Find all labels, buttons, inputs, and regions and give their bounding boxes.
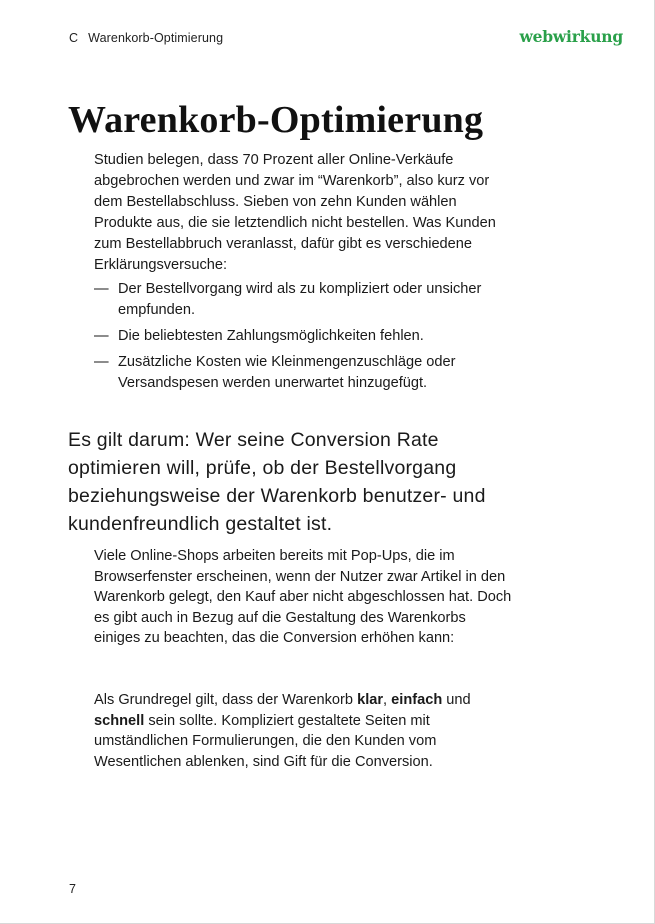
emphasis-klar: klar bbox=[357, 692, 384, 708]
section-letter: C bbox=[69, 31, 79, 45]
text-run: Als Grundregel gilt, dass der Warenkorb bbox=[94, 692, 358, 708]
dash-marker: — bbox=[94, 328, 109, 344]
page-number: 7 bbox=[69, 882, 76, 896]
list-item bbox=[94, 326, 514, 347]
list-item-text: Die beliebtesten Zahlungsmöglichkeiten fehlen. bbox=[118, 328, 424, 344]
text-run: sein sollte. Kompliziert gestaltete Seiten mit umständlichen Formulierungen, die den Kunden vom Wesentlichen ablenken, sind Gift für die Conversion. bbox=[94, 712, 437, 770]
emphasis-schnell: schnell bbox=[94, 712, 145, 729]
brand-logo: webwirkung bbox=[519, 27, 623, 46]
text-run: und bbox=[442, 692, 471, 708]
body-paragraph-grundregel bbox=[94, 690, 514, 772]
reasons-list bbox=[94, 279, 514, 399]
list-item bbox=[94, 279, 514, 321]
page-title: Warenkorb-Optimierung bbox=[68, 99, 484, 141]
list-item bbox=[94, 352, 514, 394]
emphasis-einfach: einfach bbox=[391, 692, 443, 708]
list-item-text: Zusätzliche Kosten wie Kleinmengenzuschläge oder Versandspesen werden unerwartet hinzugefügt. bbox=[118, 354, 456, 391]
pull-quote: Es gilt darum: Wer seine Conversion Rate optimieren will, prüfe, ob der Bestellvorgang beziehungsweise der Warenkorb benutzer- und kundenfreundlich gestaltet ist. bbox=[68, 429, 486, 535]
intro-paragraph: Studien belegen, dass 70 Prozent aller Online-Verkäufe abgebrochen werden und zwar im “Warenkorb”, also kurz vor dem Bestellabschluss. Sieben von zehn Kunden wählen Produkte aus, die sie letztendlich nicht bestellen. Was Kunden zum Bestellabbruch veranlasst, dafür gibt es verschiedene Erklärungsversuche: bbox=[94, 152, 496, 273]
body-paragraph-popups: Viele Online-Shops arbeiten bereits mit Pop-Ups, die im Browserfenster erscheinen, wenn der Nutzer zwar Artikel in den Warenkorb gelegt, den Kauf aber nicht abgeschlossen hat. Doch es gibt auch in Bezug auf die Gestaltung des Warenkorbs einiges zu beachten, das die Conversion erhöhen kann: bbox=[94, 548, 512, 646]
text-run: , bbox=[383, 692, 392, 708]
running-head bbox=[69, 31, 223, 45]
dash-marker: — bbox=[94, 281, 109, 297]
dash-marker: — bbox=[94, 354, 109, 370]
list-item-text: Der Bestellvorgang wird als zu kompliziert oder unsicher empfunden. bbox=[118, 281, 482, 318]
section-title: Warenkorb-Optimierung bbox=[88, 31, 224, 45]
